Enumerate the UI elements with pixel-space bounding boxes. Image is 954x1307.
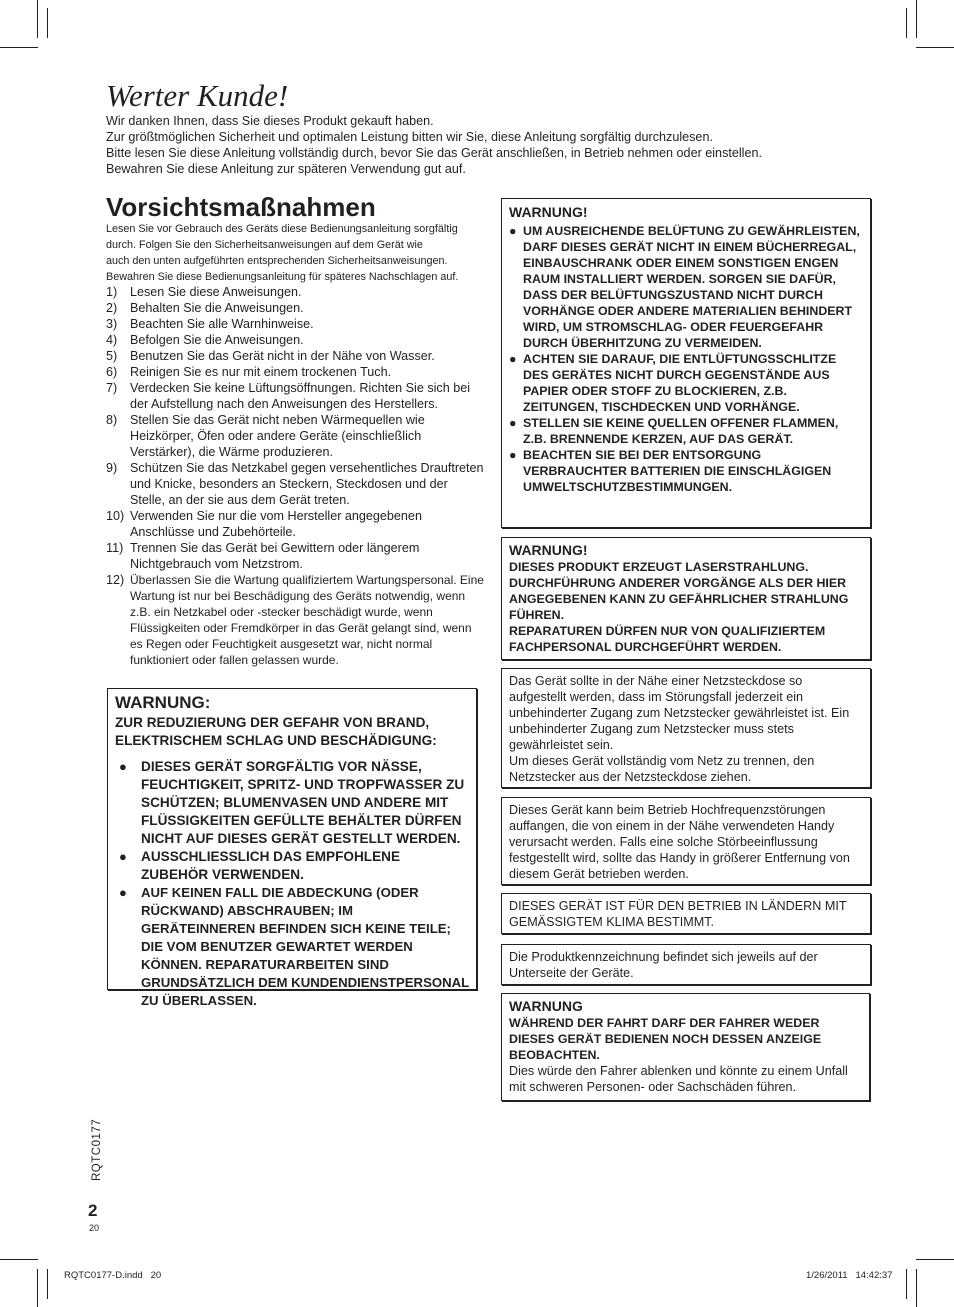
page-number-small: 20: [89, 1223, 100, 1233]
list-item: [106, 284, 484, 300]
item-text: Verwenden Sie nur die vom Hersteller angegebenen Anschlüsse und Zubehörteile.: [130, 509, 422, 539]
list-item: [106, 460, 484, 508]
warning-bullet: [509, 223, 863, 351]
item-text: Stellen Sie das Gerät nicht neben Wärmequellen wie Heizkörper, Öfen oder andere Geräte (einschließlich Verstärker), die Wärme produzieren.: [130, 413, 425, 459]
warning-box-driving: [501, 993, 870, 1101]
crop-mark: [906, 1269, 907, 1299]
warning-text: REPARATUREN DÜRFEN NUR VON QUALIFIZIERTEM FACHPERSONAL DURCHGEFÜHRT WERDEN.: [509, 624, 826, 654]
list-item: [106, 348, 484, 364]
item-number: 5): [106, 349, 118, 363]
warning-bullet: [509, 415, 863, 447]
item-number: 8): [106, 413, 118, 427]
note-box-climate: [501, 893, 871, 934]
crop-mark: [47, 1269, 48, 1299]
bullet-text: ACHTEN SIE DARAUF, DIE ENTLÜFTUNGSSCHLITZE DES GERÄTES NICHT DURCH GEGENSTÄNDE AUS PAPIER ODER STOFF ZU BLOCKIEREN, Z.B. ZEITUNGEN, TISCHDECKEN UND VORHÄNGE.: [523, 352, 837, 414]
item-number: 4): [106, 333, 118, 347]
list-item: [106, 364, 484, 380]
warning-text: DIESES PRODUKT ERZEUGT LASERSTRAHLUNG. DURCHFÜHRUNG ANDERER VORGÄNGE ALS DER HIER ANGEGEBENEN KANN ZU GEFÄHRLICHER STRAHLUNG FÜHREN.: [509, 560, 849, 622]
item-text: Behalten Sie die Anweisungen.: [130, 301, 304, 315]
crop-mark: [47, 8, 48, 38]
note-text: Das Gerät sollte in der Nähe einer Netzsteckdose so aufgestellt werden, dass im Störungsfall jederzeit ein unbehinderter Zugang zum Netzstecker gewährleistet ist. Ein unbehinderter Zugang zum Netzstecker muss stets gewährleistet sein.: [509, 674, 850, 752]
precautions-intro: [106, 221, 486, 285]
precautions-intro-line: Lesen Sie vor Gebrauch des Geräts diese Bedienungsanleitung sorgfältig: [106, 223, 458, 235]
bullet-text: DIESES GERÄT SORGFÄLTIG VOR NÄSSE, FEUCHTIGKEIT, SPRITZ- UND TROPFWASSER ZU SCHÜTZEN; BLUMENVASEN UND ANDERE MIT FLÜSSIGKEITEN GEFÜLLTE BEHÄLTER DÜRFEN NICHT AUF DIESES GERÄT GESTELLT WERDEN.: [141, 759, 465, 846]
crop-mark: [0, 47, 38, 48]
item-number: 9): [106, 461, 118, 475]
bullet-text: BEACHTEN SIE BEI DER ENTSORGUNG VERBRAUCHTER BATTERIEN DIE EINSCHLÄGIGEN UMWELTSCHUTZBESTIMMUNGEN.: [523, 448, 832, 494]
page-title: Werter Kunde!: [106, 78, 289, 113]
document-code: RQTC0177: [91, 1118, 103, 1181]
intro-text: [106, 113, 906, 177]
list-item: [106, 572, 484, 668]
item-text: Lesen Sie diese Anweisungen.: [130, 285, 302, 299]
crop-mark: [916, 1259, 954, 1260]
crop-mark: [0, 1259, 38, 1260]
warning-box-ventilation: [501, 198, 871, 528]
note-box-rf: [501, 797, 871, 885]
item-number: 6): [106, 365, 118, 379]
bullet-text: UM AUSREICHENDE BELÜFTUNG ZU GEWÄHRLEISTEN, DARF DIESES GERÄT NICHT IN EINEM BÜCHERREGAL, EINBAUSCHRANK ODER EINEM SONSTIGEN ENGEN RAUM INSTALLIERT WERDEN. SORGEN SIE DAFÜR, DASS DER BELÜFTUNGSZUSTAND NICHT DURCH VORHÄNGE ODER ANDERE MATERIALIEN BEHINDERT WIRD, UM STROMSCHLAG- ODER FEUERGEFAHR DURCH ÜBERHITZUNG ZU VERMEIDEN.: [523, 224, 860, 350]
item-number: 1): [106, 285, 118, 299]
note-box-label: [501, 944, 871, 985]
footer-date: 1/26/2011 14:42:37: [806, 1270, 893, 1281]
bullet-icon: ●: [119, 849, 127, 864]
intro-line: Wir danken Ihnen, dass Sie dieses Produkt gekauft haben.: [106, 114, 434, 128]
intro-line: Zur größtmöglichen Sicherheit und optimalen Leistung bitten wir Sie, diese Anleitung sorgfältig durchzulesen.: [106, 130, 713, 144]
warning-title: WARNUNG!: [509, 204, 588, 220]
page-number: 2: [88, 1201, 98, 1220]
bullet-text: STELLEN SIE KEINE QUELLEN OFFENER FLAMMEN, Z.B. BRENNENDE KERZEN, AUF DAS GERÄT.: [523, 416, 839, 446]
precautions-intro-line: auch den unten aufgeführten entsprechenden Sicherheitsanweisungen.: [106, 255, 448, 267]
precautions-intro-line: durch. Folgen Sie den Sicherheitsanweisungen auf dem Gerät wie: [106, 239, 423, 251]
note-box-socket: [501, 668, 871, 788]
warning-bullet: [115, 848, 470, 884]
item-number: 2): [106, 301, 118, 315]
list-item: [106, 540, 484, 572]
warning-title: WARNUNG: [509, 998, 583, 1014]
bullet-icon: ●: [509, 224, 517, 238]
bullet-icon: ●: [119, 885, 127, 900]
item-text: Verdecken Sie keine Lüftungsöffnungen. Richten Sie sich bei der Aufstellung nach den Anweisungen des Herstellers.: [130, 381, 471, 411]
item-text: Trennen Sie das Gerät bei Gewittern oder längerem Nichtgebrauch vom Netzstrom.: [130, 541, 420, 571]
precautions-intro-line: Bewahren Sie diese Bedienungsanleitung für späteres Nachschlagen auf.: [106, 271, 459, 283]
note-text: Die Produktkennzeichnung befindet sich jeweils auf der Unterseite der Geräte.: [509, 950, 818, 980]
item-text: Beachten Sie alle Warnhinweise.: [130, 317, 314, 331]
warning-title: WARNUNG!: [509, 542, 588, 558]
bullet-icon: ●: [509, 448, 517, 462]
bullet-text: AUF KEINEN FALL DIE ABDECKUNG (ODER RÜCKWAND) ABSCHRAUBEN; IM GERÄTEINNEREN BEFINDEN SICH KEINE TEILE; DIE VOM BENUTZER GEWARTET WERDEN KÖNNEN. REPARATURARBEITEN SIND GRUNDSÄTZLICH DEM KUNDENDIENSTPERSONAL ZU ÜBERLASSEN.: [141, 885, 469, 1008]
warning-title: WARNUNG:: [115, 693, 211, 712]
warning-subtitle: ZUR REDUZIERUNG DER GEFAHR VON BRAND, ELEKTRISCHEM SCHLAG UND BESCHÄDIGUNG:: [115, 715, 437, 748]
warning-bullet: [115, 884, 470, 1010]
item-text: Benutzen Sie das Gerät nicht in der Nähe von Wasser.: [130, 349, 435, 363]
crop-mark: [916, 0, 917, 38]
list-item: [106, 300, 484, 316]
item-number: 3): [106, 317, 118, 331]
list-item: [106, 412, 484, 460]
item-text: Schützen Sie das Netzkabel gegen versehentliches Drauftreten und Knicke, besonders an Steckern, Steckdosen und der Stelle, an der sie aus dem Gerät treten.: [130, 461, 484, 507]
item-text: Reinigen Sie es nur mit einem trockenen Tuch.: [130, 365, 392, 379]
note-text: Um dieses Gerät vollständig vom Netz zu trennen, den Netzstecker aus der Netzsteckdose ziehen.: [509, 754, 815, 784]
intro-line: Bewahren Sie diese Anleitung zur späteren Verwendung gut auf.: [106, 162, 466, 176]
footer-file: RQTC0177-D.indd 20: [64, 1270, 162, 1281]
list-item: [106, 316, 484, 332]
note-text: Dieses Gerät kann beim Betrieb Hochfrequenzstörungen auffangen, die von einem in der Nähe verwendeten Handy verursacht werden. Falls eine solche Störbeeinflussung festgestellt wird, sollte das Handy in größerer Entfernung von diesem Gerät betrieben werden.: [509, 803, 850, 881]
list-item: [106, 380, 484, 412]
bullet-icon: ●: [509, 352, 517, 366]
warning-bullet: [509, 447, 863, 495]
bullet-text: AUSSCHLIESSLICH DAS EMPFOHLENE ZUBEHÖR VERWENDEN.: [141, 849, 401, 882]
note-text: DIESES GERÄT IST FÜR DEN BETRIEB IN LÄNDERN MIT GEMÄSSIGTEM KLIMA BESTIMMT.: [509, 899, 847, 929]
list-item: [106, 508, 484, 540]
item-number: 11): [106, 541, 124, 555]
warning-text: WÄHREND DER FAHRT DARF DER FAHRER WEDER DIESES GERÄT BEDIENEN NOCH DESSEN ANZEIGE BEOBACHTEN.: [509, 1016, 822, 1062]
warning-box-left: [107, 688, 477, 1008]
warning-bullet: [509, 351, 863, 415]
crop-mark: [37, 0, 38, 38]
precautions-list: [106, 284, 484, 668]
item-text: Befolgen Sie die Anweisungen.: [130, 333, 304, 347]
item-number: 10): [106, 509, 125, 523]
precautions-heading: Vorsichtsmaßnahmen: [106, 192, 376, 222]
warning-bullet: [115, 758, 470, 848]
warning-box-laser: [501, 537, 871, 660]
item-number: 7): [106, 381, 118, 395]
warning-text: Dies würde den Fahrer ablenken und könnte zu einem Unfall mit schweren Personen- oder Sachschäden führen.: [509, 1064, 848, 1094]
crop-mark: [906, 8, 907, 38]
crop-mark: [916, 1269, 917, 1307]
intro-line: Bitte lesen Sie diese Anleitung vollständig durch, bevor Sie das Gerät anschließen, in Betrieb nehmen oder einstellen.: [106, 146, 762, 160]
bullet-icon: ●: [509, 416, 517, 430]
item-text: Überlassen Sie die Wartung qualifiziertem Wartungspersonal. Eine Wartung ist nur bei Beschädigung des Geräts notwendig, wenn z.B. ein Netzkabel oder -stecker beschädigt wurde, wenn Flüssigkeiten oder Fremdkörper in das Gerät gelangt sind, wenn es Regen oder Feuchtigkeit ausgesetzt war, nicht normal funktioniert oder fallen gelassen wurde.: [130, 573, 484, 667]
bullet-icon: ●: [119, 759, 127, 774]
crop-mark: [916, 47, 954, 48]
list-item: [106, 332, 484, 348]
crop-mark: [37, 1269, 38, 1307]
item-number: 12): [106, 573, 125, 587]
